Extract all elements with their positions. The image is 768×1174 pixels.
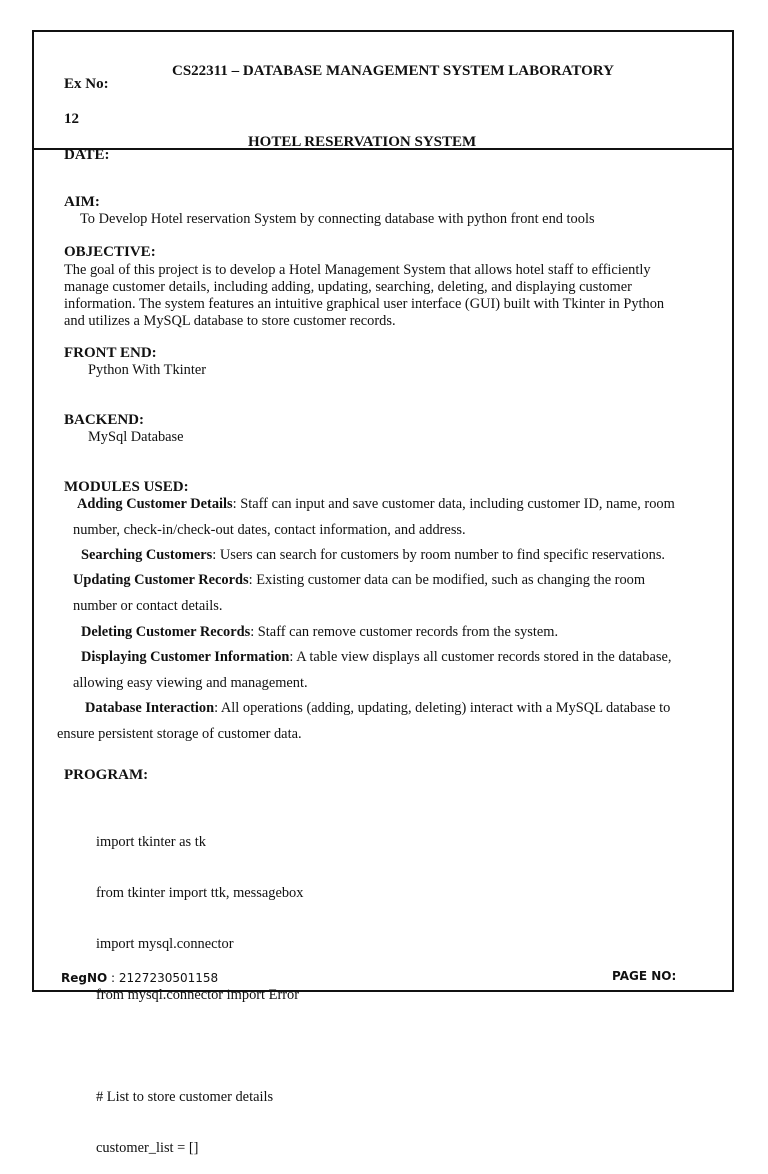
code-block [96,800,303,1174]
code-line: from mysql.connector import Error [96,987,300,1003]
objective-line: manage customer details, including adding, updating, searching, deleting, and displaying customer [64,279,632,295]
module-title: Displaying Customer Information [81,649,290,665]
objective-text [64,262,724,330]
module-desc-cont: allowing easy viewing and management. [73,675,308,691]
program-heading: PROGRAM: [64,767,149,783]
module-item [81,547,665,564]
front-end-heading: FRONT END: [64,345,157,361]
module-desc-cont: number, check-in/check-out dates, contact information, and address. [73,522,466,538]
code-line: customer_list = [] [96,1140,199,1156]
module-desc-cont: number or contact details. [73,598,223,614]
course-title: CS22311 – DATABASE MANAGEMENT SYSTEM LABORATORY [172,63,614,79]
date-label: DATE: [64,147,110,163]
regno [61,971,218,985]
ex-no-value: 12 [64,111,79,127]
backend-text: MySql Database [88,429,184,445]
ex-no-label: Ex No: [64,76,109,92]
objective-line: and utilizes a MySQL database to store customer records. [64,313,396,329]
module-desc: : A table view displays all customer records stored in the database, [289,649,672,665]
code-line: # List to store customer details [96,1089,274,1105]
code-line: import mysql.connector [96,936,234,952]
module-title: Updating Customer Records [73,572,249,588]
page-no-label: PAGE NO: [612,969,677,983]
aim-heading: AIM: [64,194,100,210]
module-item [81,649,671,666]
aim-text: To Develop Hotel reservation System by connecting database with python front end tools [80,211,595,227]
module-title: Deleting Customer Records [81,624,251,640]
code-line: import tkinter as tk [96,834,206,850]
front-end-text: Python With Tkinter [88,362,207,378]
objective-line: information. The system features an intuitive graphical user interface (GUI) built with Tkinter in Python [64,296,665,312]
modules-heading: MODULES USED: [64,479,189,495]
module-title: Searching Customers [81,547,213,563]
module-desc-cont: ensure persistent storage of customer data. [57,726,302,742]
module-item [73,572,645,589]
module-desc: : Users can search for customers by room number to find specific reservations. [212,547,666,563]
code-line: from tkinter import ttk, messagebox [96,885,304,901]
regno-value: : 2127230501158 [111,971,219,985]
module-desc: : Staff can remove customer records from the system. [250,624,559,640]
module-item [81,624,558,641]
module-item [85,700,670,717]
module-title: Adding Customer Details [77,496,233,512]
experiment-title: HOTEL RESERVATION SYSTEM [248,134,477,150]
module-desc: : Existing customer data can be modified, such as changing the room [248,572,646,588]
objective-line: The goal of this project is to develop a Hotel Management System that allows hotel staff to efficiently [64,262,651,278]
backend-heading: BACKEND: [64,412,145,428]
module-item [77,496,675,513]
module-title: Database Interaction [85,700,215,716]
module-desc: : Staff can input and save customer data, including customer ID, name, room [232,496,675,512]
objective-heading: OBJECTIVE: [64,244,156,260]
code-line [96,1038,303,1055]
module-desc: : All operations (adding, updating, deleting) interact with a MySQL database to [214,700,671,716]
regno-label: RegNO [61,971,108,985]
